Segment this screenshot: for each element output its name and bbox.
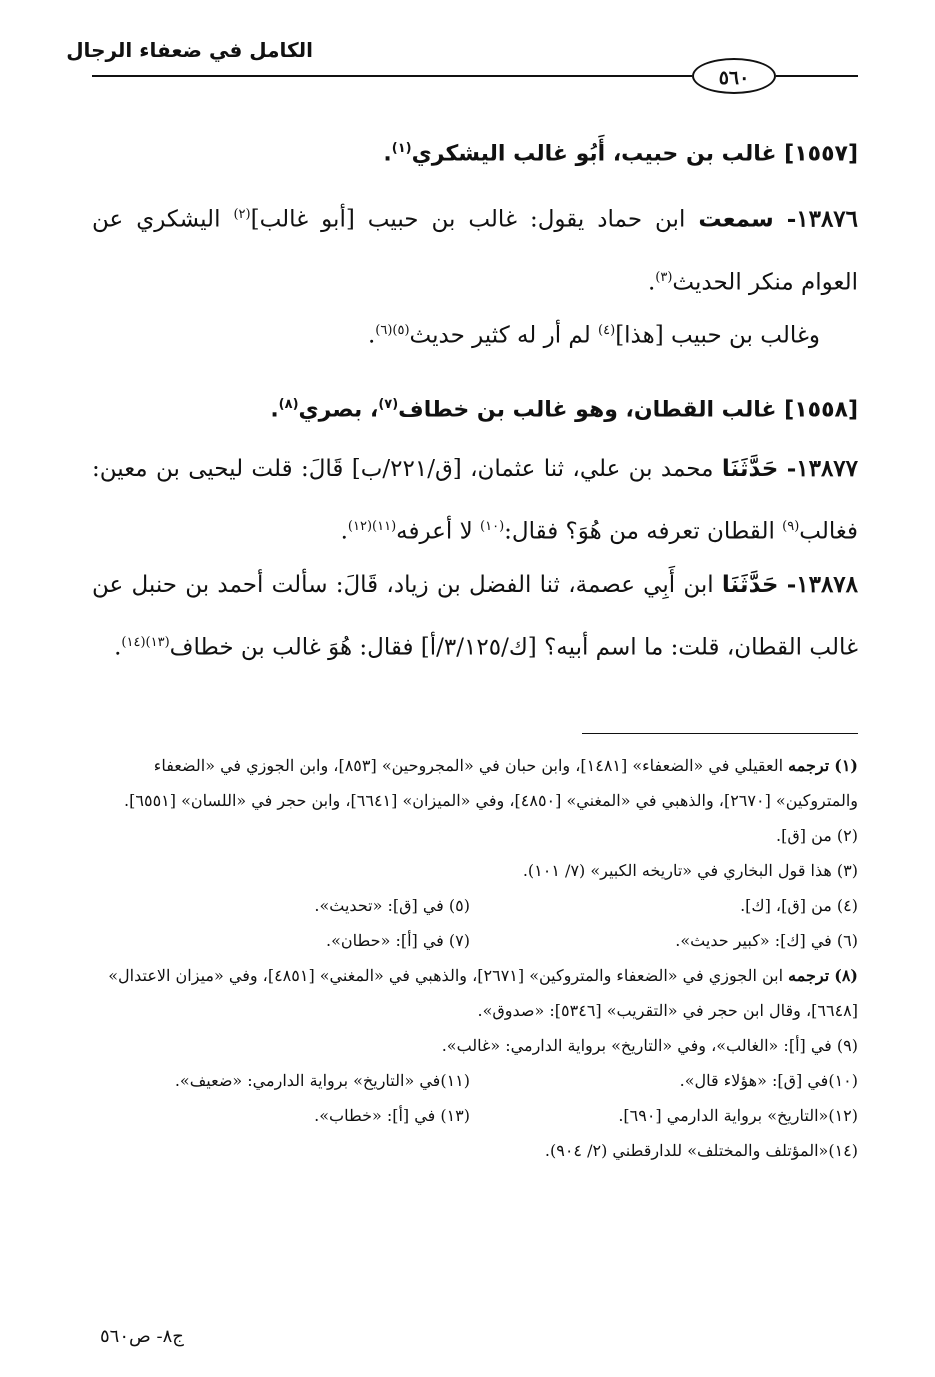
hadith-text: القطان تعرفه من هُوَ؟ فقال: xyxy=(504,518,775,545)
footnote-7: (٧) في [أ]: «حطان». xyxy=(326,931,470,950)
footnote-13: (١٣) في [أ]: «خطاب». xyxy=(314,1106,470,1125)
entry-heading-text: [١٥٥٧] غالب بن حبيب، أَبُو غالب اليشكري xyxy=(411,141,858,167)
hadith-13877 xyxy=(92,440,858,561)
footnote-keyword: ترجمه xyxy=(788,966,830,985)
hadith-number: ١٣٨٧٧- xyxy=(786,455,859,482)
hadith-13876 xyxy=(92,186,858,311)
footnote-ref: (١) xyxy=(391,141,412,156)
footnote-text: ابن الجوزي في «الضعفاء والمتروكين» [٢٦٧١]، والذهبي في «المغني» [٤٨٥١]، وفي «ميزان الاعتدال» [٦٦٤٨]، وقال ابن حجر في «التقريب» [٥٣٤٦]: «صدوق». xyxy=(108,966,858,1020)
commentary-paragraph xyxy=(92,302,858,365)
footnote-3: (٣) هذا قول البخاري في «تاريخه الكبير» (٧/ ١٠١). xyxy=(522,861,858,880)
footnote-keyword: ترجمه xyxy=(788,756,830,775)
sentence-end: . xyxy=(367,322,376,349)
footnote-ref: (١١)(١٢) xyxy=(347,519,397,534)
hadith-text: ابن حماد يقول: غالب بن حبيب [أبو غالب] xyxy=(250,206,686,233)
footnote-ref: (٨) xyxy=(278,397,299,412)
footnote-ref: (٥)(٦) xyxy=(375,323,410,338)
book-title: الكامل في ضعفاء الرجال xyxy=(66,38,313,62)
footnote-label: (١) xyxy=(834,756,858,775)
heading-end: . xyxy=(270,397,279,423)
footnote-row-6-7 xyxy=(92,923,858,958)
footnote-label: (٨) xyxy=(834,966,858,985)
sentence-end: . xyxy=(114,634,122,661)
hadith-text: لا أعرفه xyxy=(396,518,473,545)
entry-heading-1558 xyxy=(92,376,858,439)
footnote-ref: (٣) xyxy=(655,269,673,285)
footnote-11: (١١)في «التاريخ» برواية الدارمي: «ضعيف». xyxy=(174,1071,470,1090)
header-rule xyxy=(92,75,692,77)
footnote-ref: (٤) xyxy=(598,323,616,338)
hadith-number: ١٣٨٧٦- xyxy=(786,205,859,233)
footnote-10: (١٠)في [ق]: «هؤلاء قال». xyxy=(679,1071,858,1090)
footnote-ref: (٢) xyxy=(233,207,251,222)
commentary-text: وغالب بن حبيب [هذا] xyxy=(615,322,820,349)
footnote-8 xyxy=(92,958,858,1028)
footnote-4: (٤) من [ق]، [ك]. xyxy=(740,896,858,915)
hadith-number: ١٣٨٧٨- xyxy=(786,571,859,598)
entry-heading-text: [١٥٥٨] غالب القطان، وهو غالب بن خطاف xyxy=(398,397,858,423)
heading-end: . xyxy=(383,141,392,167)
footnote-ref: (١٣)(١٤) xyxy=(121,635,170,650)
narration-keyword: سمعت xyxy=(698,206,774,233)
narration-keyword: حَدَّثَنَا xyxy=(721,572,779,598)
footnote-9: (٩) في [أ]: «الغالب»، وفي «التاريخ» برواية الدارمي: «غالب». xyxy=(441,1036,858,1055)
hadith-text: اليشكري عن العوام منكر الحديث xyxy=(92,206,858,296)
footnote-1 xyxy=(92,748,858,818)
header-rule-right xyxy=(776,75,858,77)
hadith-text: ابن أَبِي عصمة، ثنا الفضل بن زياد، قَالَ: سألت أحمد بن حنبل عن غالب القطان، قلت: ما اسم أبيه؟ [ك/٣/١٢٥/أ] فقال: هُوَ غالب بن خطاف xyxy=(92,572,858,661)
page-number-oval: ٥٦٠ xyxy=(692,58,776,94)
entry-heading-1557 xyxy=(92,120,858,183)
footnotes xyxy=(92,748,858,1168)
volume-page-footer: ج٨- ص٥٦٠ xyxy=(100,1326,184,1347)
footnote-5: (٥) في [ق]: «تحديث». xyxy=(314,896,470,915)
footnote-ref: (٩) xyxy=(782,519,800,534)
sentence-end: . xyxy=(340,518,348,545)
footnote-ref: (٧) xyxy=(378,397,399,412)
footnote-2: (٢) من [ق]. xyxy=(776,826,858,845)
footnote-row-10-11 xyxy=(92,1063,858,1098)
sentence-end: . xyxy=(647,269,656,296)
hadith-text: محمد بن علي، ثنا عثمان، [ق/٢٢١/ب] قَالَ: قلت ليحيى بن معين: فغالب xyxy=(92,456,858,545)
hadith-13878 xyxy=(92,556,858,677)
footnote-row-4-5 xyxy=(92,888,858,923)
footnote-12: (١٢)«التاريخ» برواية الدارمي [٦٩٠]. xyxy=(618,1106,858,1125)
footnote-row-12-13 xyxy=(92,1098,858,1133)
footnote-14: (١٤)«المؤتلف والمختلف» للدارقطني (٢/ ٩٠٤). xyxy=(544,1141,858,1160)
footnote-6: (٦) في [ك]: «كبير حديث». xyxy=(675,931,858,950)
footnote-ref: (١٠) xyxy=(480,519,505,534)
footnote-text: العقيلي في «الضعفاء» [١٤٨١]، وابن حبان في «المجروحين» [٨٥٣]، وابن الجوزي في «الضعفاء والمتروكين» [٢٦٧٠]، والذهبي في «المغني» [٤٨٥٠]، وفي «الميزان» [٦٦٤١]، وابن حجر في «اللسان» [٦٥٥١]. xyxy=(124,756,858,810)
entry-heading-text: ، بصري xyxy=(298,397,379,423)
footnote-separator xyxy=(582,733,858,734)
narration-keyword: حَدَّثَنَا xyxy=(721,456,779,482)
commentary-text: لم أر له كثير حديث xyxy=(409,322,591,349)
